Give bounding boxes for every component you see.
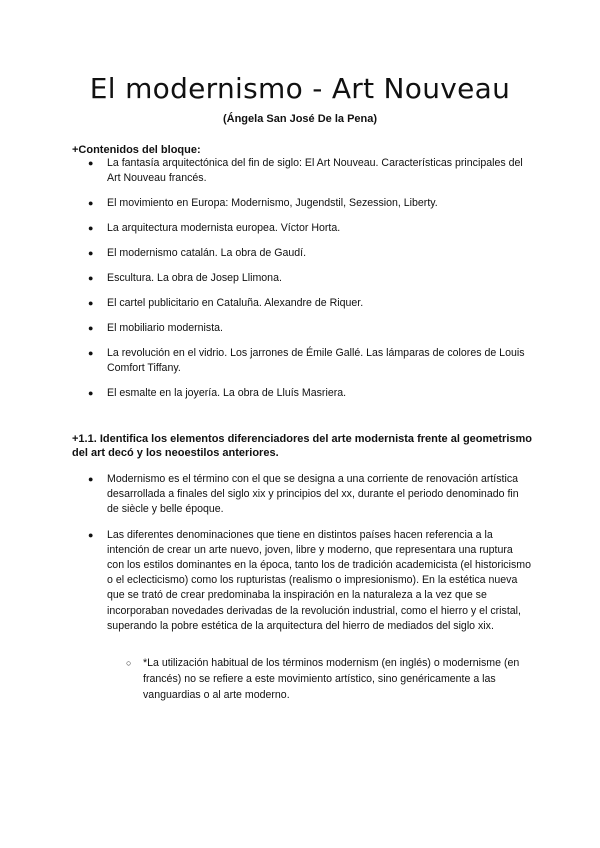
bullet-icon: ● <box>88 273 94 283</box>
list-item: ● El cartel publicitario en Cataluña. Alexandre de Riquer. <box>88 297 364 309</box>
bullet-icon: ● <box>88 474 94 484</box>
bullet-icon: ● <box>88 158 94 168</box>
list-item: ● El esmalte en la joyería. La obra de Lluís Masriera. <box>88 387 347 399</box>
bullet-icon: ● <box>88 323 94 333</box>
contents-list <box>72 156 532 411</box>
list-item: ● La fantasía arquitectónica del fin de siglo: El Art Nouveau. Características principales del Art Nouveau francés. <box>88 157 523 184</box>
list-item: ● El modernismo catalán. La obra de Gaudí. <box>88 247 307 259</box>
bullet-icon: ● <box>88 248 94 258</box>
list-item: ● La revolución en el vidrio. Los jarrones de Émile Gallé. Las lámparas de colores de Louis Comfort Tiffany. <box>88 347 525 374</box>
list-item: ● Las diferentes denominaciones que tiene en distintos países hacen referencia a la intención de crear un arte nuevo, joven, libre y moderno, que representara una ruptura con los estilos dominantes en la época, tanto los de tradición academicista (el historicismo o el eclecticismo) como los rupturistas (realismo o impresionismo). En la estética nueva que se trató de crear predominaba la inspiración en la naturaleza a la vez que se incorporaban novedades derivadas de la revolución industrial, como el hierro y el cristal, superando la pobre estética de la arquitectura del hierro de mediados del siglo xix. <box>88 528 531 632</box>
bullet-icon: ● <box>88 388 94 398</box>
list-item: ● Escultura. La obra de Josep Llimona. <box>88 272 282 284</box>
bullet-icon: ● <box>88 223 94 233</box>
sub-list-item: ○ *La utilización habitual de los términos modernism (en inglés) o modernisme (en francés) no se refiere a este movimiento artístico, sino genéricamente a las vanguardias o al arte moderno. <box>126 657 520 701</box>
section-1-1-sublist <box>126 655 533 703</box>
list-item: ● El mobiliario modernista. <box>88 322 223 334</box>
bullet-icon: ● <box>88 298 94 308</box>
list-item: ● El movimiento en Europa: Modernismo, Jugendstil, Sezession, Liberty. <box>88 197 438 209</box>
section-heading-1-1: +1.1. Identifica los elementos diferenciadores del arte modernista frente al geometrismo del art decó y los neoestilos anteriores. <box>72 433 533 459</box>
page-title: El modernismo - Art Nouveau <box>89 72 511 105</box>
author-line: (Ángela San José De la Pena) <box>222 113 378 125</box>
bullet-icon: ● <box>88 198 94 208</box>
bullet-icon: ● <box>88 348 94 358</box>
bullet-icon: ● <box>88 529 94 540</box>
list-item: ● La arquitectura modernista europea. Víctor Horta. <box>88 222 341 234</box>
section-heading-contents: +Contenidos del bloque: <box>72 144 201 156</box>
list-item: ● Modernismo es el término con el que se designa a una corriente de renovación artística desarrollada a finales del siglo xix y principios del xx, durante el periodo denominado fin de siècle y belle époque. <box>88 473 519 516</box>
hollow-bullet-icon: ○ <box>126 658 132 668</box>
section-1-1-list <box>72 472 532 644</box>
